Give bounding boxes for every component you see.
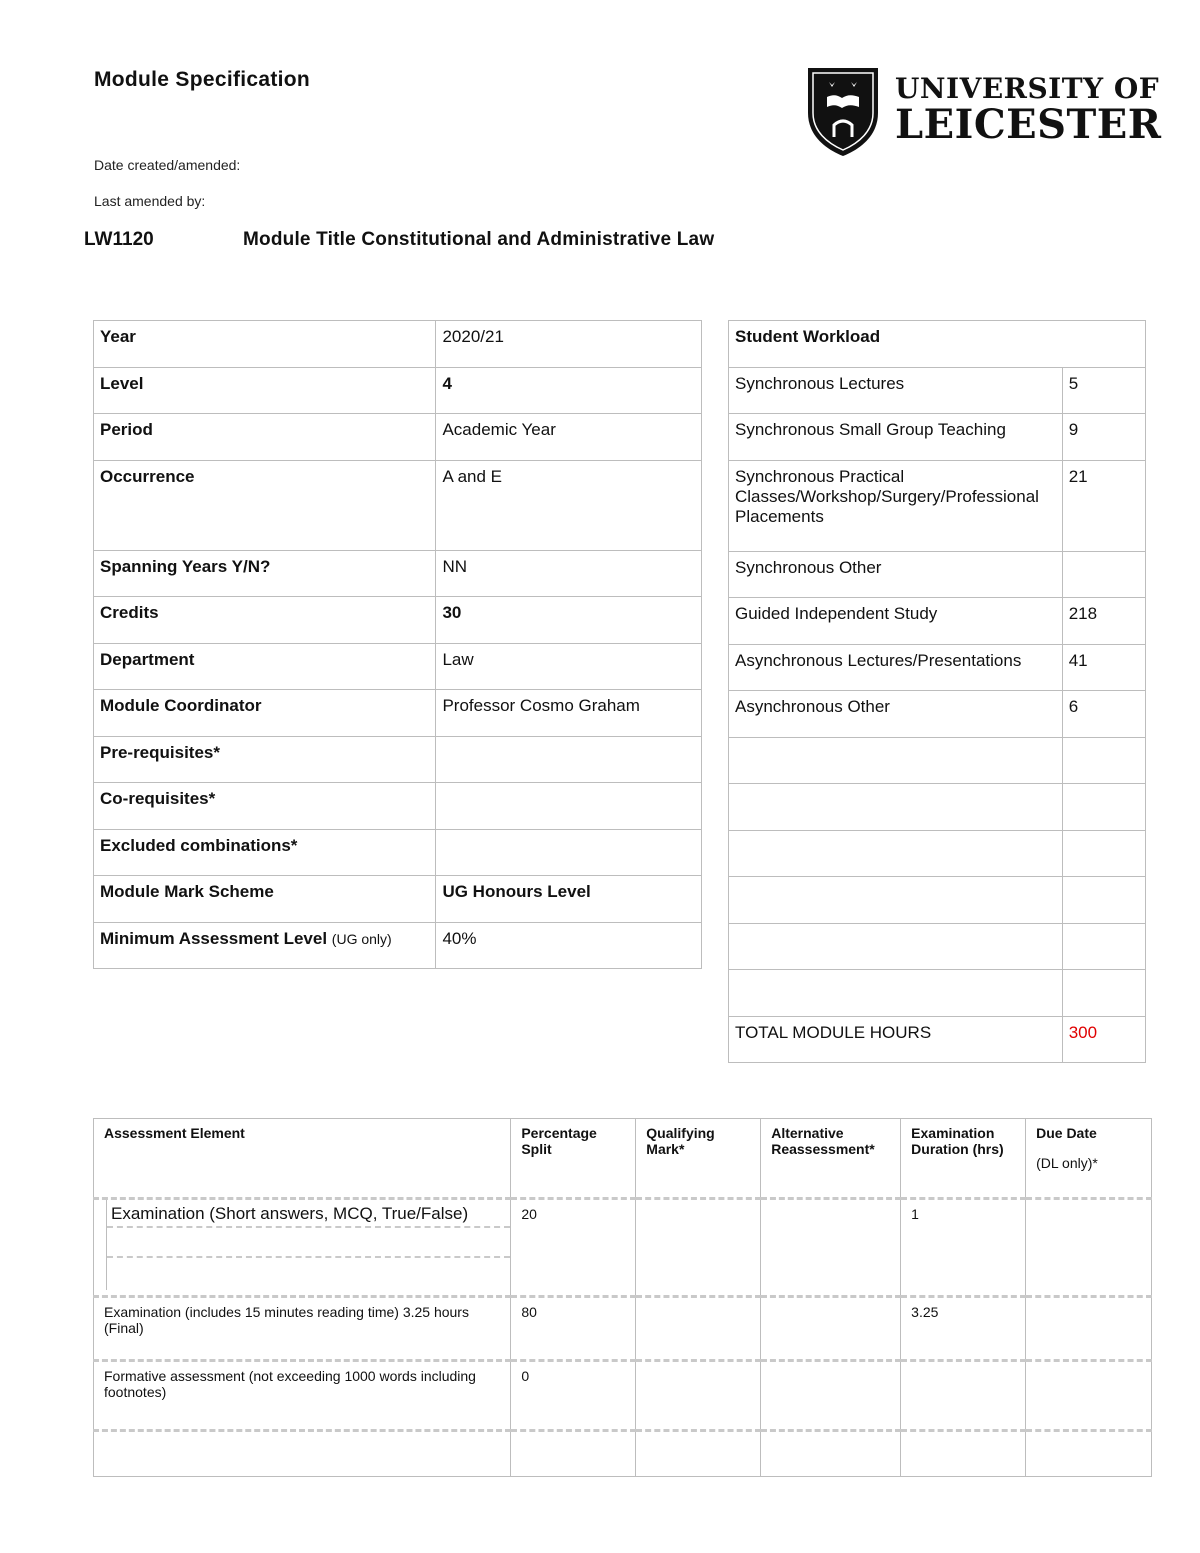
info-value (436, 736, 702, 783)
workload-empty-cell (729, 737, 1063, 784)
workload-value: 9 (1062, 414, 1145, 461)
info-value (436, 783, 702, 830)
table-row (729, 1016, 1146, 1063)
table-row (94, 736, 702, 783)
table-row (94, 643, 702, 690)
crest-icon (805, 65, 881, 157)
logo-line-2: LEICESTER (895, 101, 1162, 148)
workload-empty-cell (729, 970, 1063, 1017)
table-row (729, 598, 1146, 645)
workload-empty-cell (1062, 737, 1145, 784)
workload-label: Asynchronous Lectures/Presentations (729, 644, 1063, 691)
table-row (94, 460, 702, 550)
info-label: Department (94, 643, 436, 690)
info-label: Co-requisites* (94, 783, 436, 830)
workload-empty-cell (1062, 830, 1145, 877)
info-label: Occurrence (94, 460, 436, 550)
qualifying-mark (636, 1361, 761, 1431)
empty-cell (761, 1431, 901, 1477)
table-row (729, 970, 1146, 1017)
table-row (94, 550, 702, 597)
info-label: Pre-requisites* (94, 736, 436, 783)
workload-label: Synchronous Lectures (729, 367, 1063, 414)
column-header: Assessment Element (94, 1119, 511, 1199)
info-value: A and E (436, 460, 702, 550)
workload-title: Student Workload (729, 321, 1146, 368)
empty-cell (94, 1431, 511, 1477)
info-label: Module Coordinator (94, 690, 436, 737)
workload-label: Synchronous Other (729, 551, 1063, 598)
module-code: LW1120 (84, 229, 154, 250)
table-row (729, 923, 1146, 970)
info-label: Spanning Years Y/N? (94, 550, 436, 597)
column-header: Percentage Split (511, 1119, 636, 1199)
module-info-table (93, 320, 702, 969)
assessment-element: Examination (Short answers, MCQ, True/False) (107, 1198, 510, 1228)
info-label: Credits (94, 597, 436, 644)
table-row (729, 551, 1146, 598)
alternative-reassessment (761, 1199, 901, 1297)
info-label-note: (UG only) (331, 930, 392, 947)
table-row (729, 877, 1146, 924)
workload-value: 6 (1062, 691, 1145, 738)
due-date-note: (DL only)* (1036, 1155, 1098, 1171)
table-row (94, 690, 702, 737)
info-value: Professor Cosmo Graham (436, 690, 702, 737)
workload-value: 21 (1062, 460, 1145, 551)
percentage-split: 20 (511, 1199, 636, 1297)
empty-cell (636, 1431, 761, 1477)
nested-element-list (106, 1198, 510, 1290)
table-row (729, 414, 1146, 461)
due-date (1026, 1297, 1152, 1361)
column-header: Examination Duration (hrs) (901, 1119, 1026, 1199)
info-value: 4 (436, 367, 702, 414)
info-label (94, 922, 436, 969)
due-date-header: Due Date (1036, 1125, 1097, 1141)
workload-label: Synchronous Practical Classes/Workshop/Surgery/Professional Placements (729, 460, 1063, 551)
workload-label: Asynchronous Other (729, 691, 1063, 738)
workload-empty-cell (729, 830, 1063, 877)
percentage-split: 0 (511, 1361, 636, 1431)
table-row (94, 321, 702, 368)
workload-empty-cell (729, 923, 1063, 970)
university-logo (805, 65, 1162, 160)
workload-value (1062, 551, 1145, 598)
last-amended-label: Last amended by: (94, 193, 206, 209)
percentage-split: 80 (511, 1297, 636, 1361)
column-header: Qualifying Mark* (636, 1119, 761, 1199)
empty-cell (511, 1431, 636, 1477)
table-row (729, 691, 1146, 738)
exam-duration: 3.25 (901, 1297, 1026, 1361)
info-value: 2020/21 (436, 321, 702, 368)
exam-duration (901, 1361, 1026, 1431)
table-row (729, 460, 1146, 551)
alternative-reassessment (761, 1361, 901, 1431)
table-row (729, 830, 1146, 877)
workload-label: Guided Independent Study (729, 598, 1063, 645)
column-header: Alternative Reassessment* (761, 1119, 901, 1199)
workload-empty-cell (1062, 784, 1145, 831)
info-label: Module Mark Scheme (94, 876, 436, 923)
logo-line-1: UNIVERSITY OF (895, 72, 1160, 105)
info-label: Level (94, 367, 436, 414)
table-row (94, 414, 702, 461)
info-label: Excluded combinations* (94, 829, 436, 876)
table-header-row (94, 1119, 1152, 1199)
info-value: Law (436, 643, 702, 690)
empty-cell (1026, 1431, 1152, 1477)
table-row (94, 829, 702, 876)
due-date (1026, 1199, 1152, 1297)
info-value: NN (436, 550, 702, 597)
alternative-reassessment (761, 1297, 901, 1361)
page-title: Module Specification (94, 68, 311, 91)
table-row (94, 597, 702, 644)
workload-value: 5 (1062, 367, 1145, 414)
due-date (1026, 1361, 1152, 1431)
table-row (729, 737, 1146, 784)
column-header (1026, 1119, 1152, 1199)
total-hours-value: 300 (1062, 1016, 1145, 1063)
workload-label: Synchronous Small Group Teaching (729, 414, 1063, 461)
table-row (94, 876, 702, 923)
table-row (94, 1199, 1152, 1297)
info-label: Period (94, 414, 436, 461)
total-hours-label: TOTAL MODULE HOURS (729, 1016, 1063, 1063)
table-row (94, 1361, 1152, 1431)
assessment-table (93, 1118, 1152, 1477)
nested-empty-line (107, 1258, 510, 1288)
workload-empty-cell (729, 877, 1063, 924)
table-row (729, 321, 1146, 368)
nested-empty-line (107, 1228, 510, 1258)
info-value: 40% (436, 922, 702, 969)
info-label: Year (94, 321, 436, 368)
table-row (729, 644, 1146, 691)
workload-empty-cell (729, 784, 1063, 831)
table-row (94, 367, 702, 414)
info-label-text: Minimum Assessment Level (100, 928, 328, 948)
workload-value: 41 (1062, 644, 1145, 691)
table-row (94, 1431, 1152, 1477)
date-created-label: Date created/amended: (94, 157, 241, 173)
student-workload-table (728, 320, 1146, 1063)
info-value (436, 829, 702, 876)
info-value: 30 (436, 597, 702, 644)
info-value: UG Honours Level (436, 876, 702, 923)
qualifying-mark (636, 1297, 761, 1361)
table-row (94, 922, 702, 969)
empty-cell (901, 1431, 1026, 1477)
workload-value: 218 (1062, 598, 1145, 645)
workload-empty-cell (1062, 877, 1145, 924)
table-row (94, 783, 702, 830)
table-row (94, 1297, 1152, 1361)
assessment-element-cell (94, 1199, 511, 1297)
assessment-element: Examination (includes 15 minutes reading time) 3.25 hours (Final) (94, 1297, 511, 1361)
workload-empty-cell (1062, 970, 1145, 1017)
table-row (729, 784, 1146, 831)
table-row (729, 367, 1146, 414)
workload-empty-cell (1062, 923, 1145, 970)
module-title: Module Title Constitutional and Administrative Law (243, 229, 715, 250)
exam-duration: 1 (901, 1199, 1026, 1297)
info-value: Academic Year (436, 414, 702, 461)
assessment-element: Formative assessment (not exceeding 1000 words including footnotes) (94, 1361, 511, 1431)
qualifying-mark (636, 1199, 761, 1297)
